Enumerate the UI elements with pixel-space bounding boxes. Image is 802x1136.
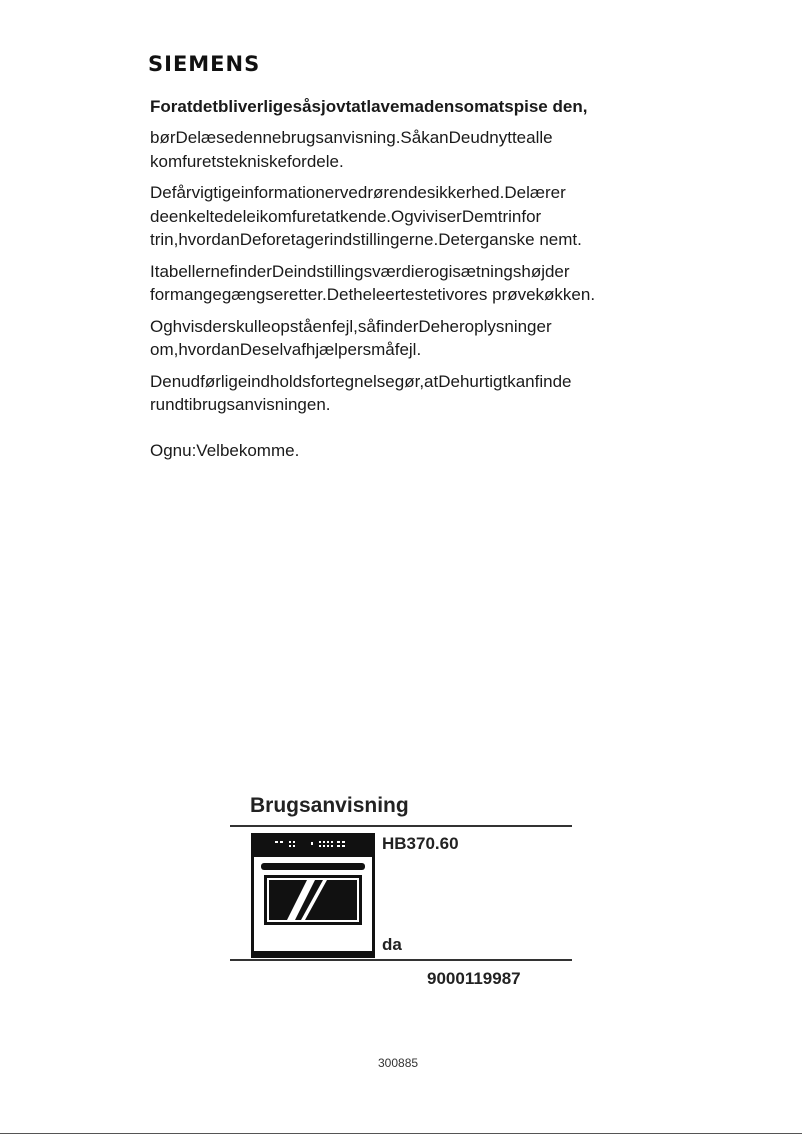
manual-title: Brugsanvisning: [250, 794, 409, 817]
intro-paragraph: børDelæsedennebrugsanvisning.SåkanDeudnyttealle komfuretstekniskefordele.: [150, 128, 553, 171]
page-edge-line: [0, 1133, 802, 1134]
model-number: HB370.60: [382, 834, 459, 853]
language-code: da: [382, 935, 402, 954]
intro-heading: Foratdetbliverligesåsjovtatlavemadensomatspise den,: [150, 97, 588, 116]
cover-divider-top: [230, 825, 572, 827]
intro-paragraph: Oghvisderskulleopståenfejl,såfinderDeheroplysninger om,hvordanDeselvafhjælpersmåfejl.: [150, 316, 552, 359]
print-code: 300885: [378, 1056, 419, 1070]
intro-paragraph: Denudførligeindholdsfortegnelsegør,atDehurtigtkanfinde rundtibrugsanvisningen.: [150, 371, 572, 414]
siemens-logo: SIEMENS: [148, 52, 261, 76]
part-number: 9000119987: [427, 969, 521, 988]
intro-text: [150, 93, 620, 470]
intro-closing: Ognu:Velbekomme.: [150, 440, 300, 460]
oven-illustration: [251, 833, 375, 958]
cover-divider-bottom: [230, 959, 572, 961]
intro-paragraph: Defårvigtigeinformationervedrørendesikkerhed.Delærer deenkeltedeleikomfuretatkende.OgviviserDemtrinfor trin,hvordanDeforetagerindstillingerne.Deterganske nemt.: [150, 183, 582, 249]
intro-paragraph: ItabellernefinderDeindstillingsværdierogisætningshøjder formangegængseretter.Detheleertestetivores prøvekøkken.: [150, 261, 596, 304]
